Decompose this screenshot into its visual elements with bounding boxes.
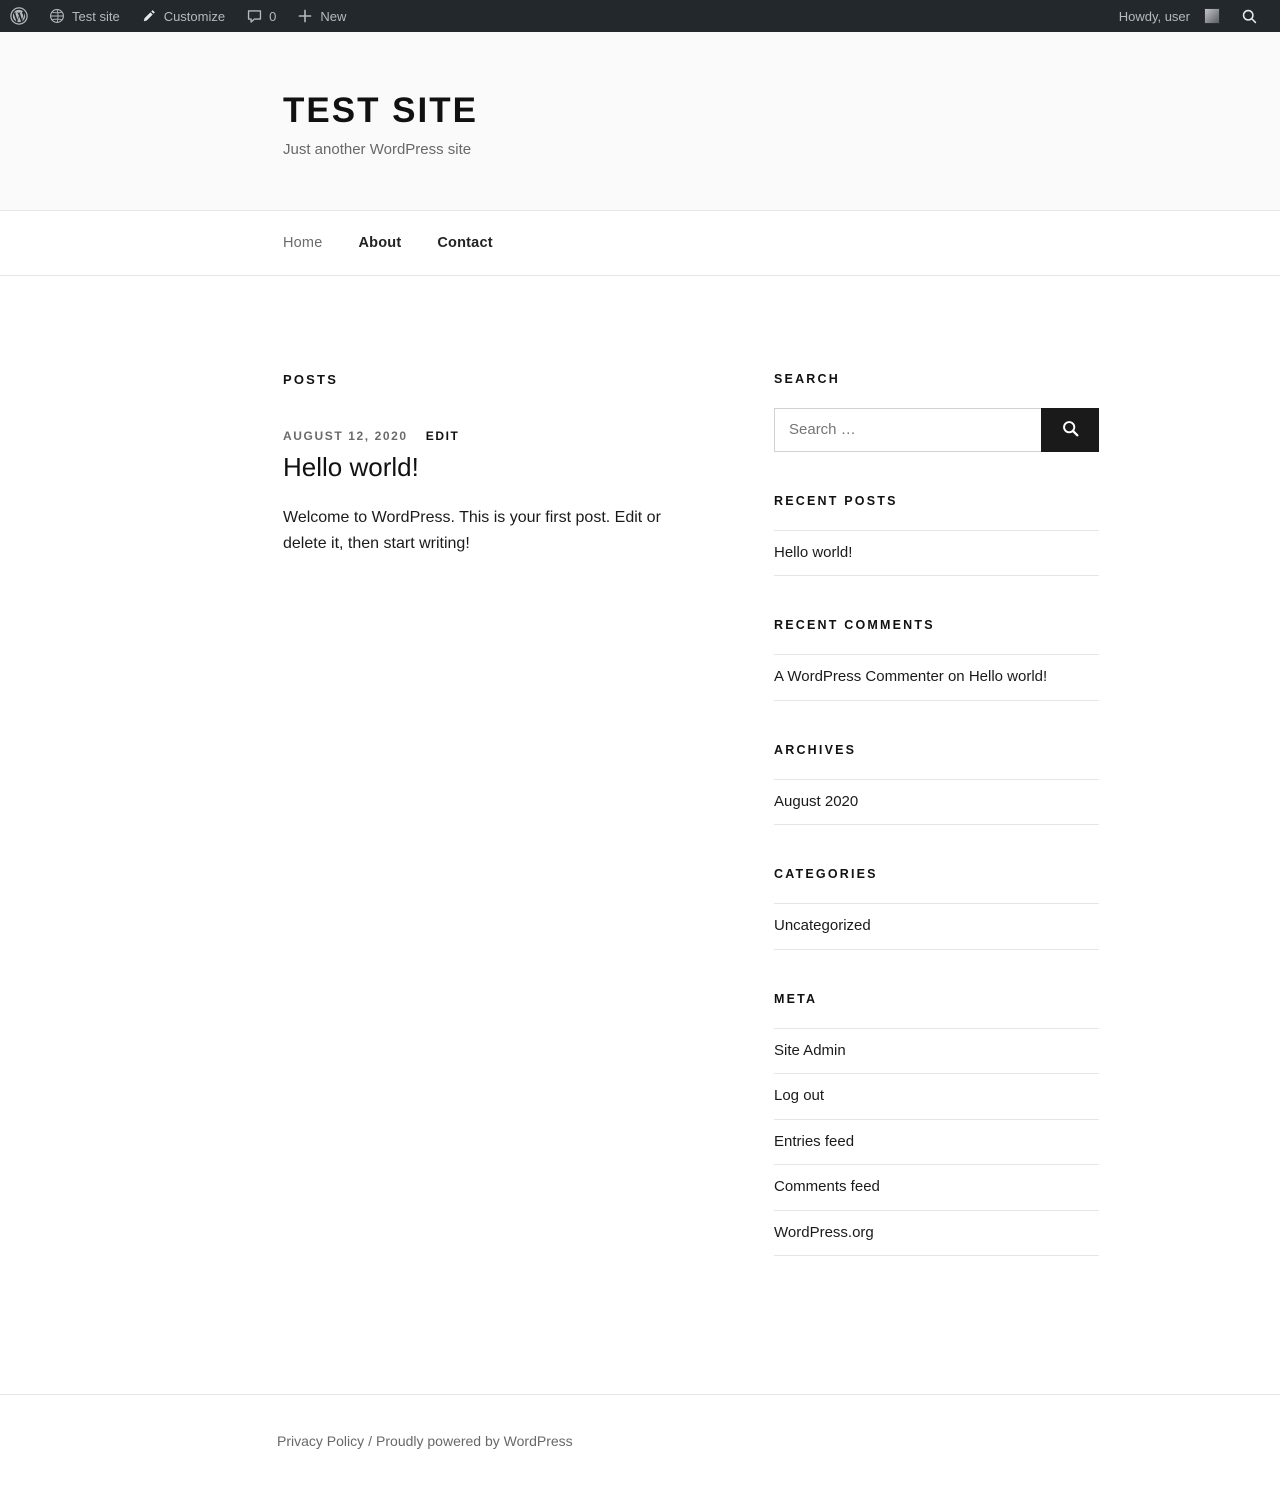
nav-item-about[interactable] xyxy=(340,235,419,251)
archives-list xyxy=(774,779,1099,826)
nav-link-home[interactable]: Home xyxy=(283,234,323,251)
widget-archives xyxy=(774,743,1099,826)
comments-count: 0 xyxy=(269,8,277,24)
comment-separator: on xyxy=(943,668,969,685)
comment-post-link[interactable]: Hello world! xyxy=(968,668,1048,685)
list-item[interactable] xyxy=(774,530,1099,577)
list-item[interactable] xyxy=(774,903,1099,950)
post-date[interactable]: AUGUST 12, 2020 xyxy=(283,428,408,443)
list-item[interactable] xyxy=(774,779,1099,826)
wordpress-credit-link[interactable]: Proudly powered by WordPress xyxy=(376,1433,573,1449)
meta-link-comments-feed[interactable]: Comments feed xyxy=(774,1178,880,1195)
footer-credits xyxy=(277,1433,1185,1449)
category-link[interactable]: Uncategorized xyxy=(774,917,871,934)
new-content-button[interactable] xyxy=(286,0,356,32)
nav-link-contact[interactable]: Contact xyxy=(437,234,493,251)
post-meta xyxy=(283,429,695,443)
search-form xyxy=(774,408,1099,452)
list-item[interactable] xyxy=(774,1028,1099,1075)
post-content xyxy=(283,505,695,558)
widget-title-search: SEARCH xyxy=(774,371,840,386)
nav-item-home[interactable] xyxy=(283,235,340,251)
list-item[interactable] xyxy=(774,1120,1099,1166)
main-content xyxy=(95,372,695,558)
list-item[interactable] xyxy=(774,654,1099,701)
site-header xyxy=(0,32,1280,211)
meta-link-wordpress-org[interactable]: WordPress.org xyxy=(774,1223,874,1241)
site-description: Just another WordPress site xyxy=(283,140,472,158)
plus-icon xyxy=(296,7,314,25)
meta-list xyxy=(774,1028,1099,1257)
recent-post-link[interactable]: Hello world! xyxy=(774,543,853,561)
admin-search-button[interactable] xyxy=(1230,0,1268,32)
post-excerpt: Welcome to WordPress. This is your first post. Edit or delete it, then start writing! xyxy=(283,509,661,553)
widget-title-meta: META xyxy=(774,991,818,1006)
recent-posts-list xyxy=(774,530,1099,577)
meta-link-site-admin[interactable]: Site Admin xyxy=(774,1041,846,1059)
widget-search xyxy=(774,372,1099,452)
search-icon xyxy=(1240,7,1258,25)
admin-bar xyxy=(0,0,1280,32)
new-content-label: New xyxy=(320,8,347,24)
widget-title-categories: CATEGORIES xyxy=(774,867,878,881)
posts-section-title: POSTS xyxy=(283,371,339,387)
my-account-menu[interactable] xyxy=(1109,0,1230,32)
avatar xyxy=(1204,8,1220,24)
admin-bar-left xyxy=(0,0,356,32)
wordpress-logo-icon xyxy=(10,7,28,25)
post-edit-link[interactable]: EDIT xyxy=(425,428,460,443)
admin-bar-right xyxy=(1109,0,1268,32)
privacy-policy-link[interactable]: Privacy Policy xyxy=(277,1433,365,1449)
post-article xyxy=(283,429,695,558)
pencil-icon xyxy=(140,7,158,25)
nav-link-about[interactable]: About xyxy=(358,234,402,251)
comment-author-link[interactable]: A WordPress Commenter xyxy=(774,668,944,685)
widget-recent-comments xyxy=(774,618,1099,701)
categories-list xyxy=(774,903,1099,950)
main-navigation xyxy=(0,211,1280,276)
howdy-label: Howdy, user xyxy=(1118,8,1190,24)
widget-title-archives: ARCHIVES xyxy=(774,742,857,757)
customize-label: Customize xyxy=(163,8,226,24)
search-icon xyxy=(1061,419,1080,441)
widget-categories xyxy=(774,867,1099,950)
nav-item-contact[interactable] xyxy=(419,235,510,251)
customize-button[interactable] xyxy=(130,0,235,32)
archive-link[interactable]: August 2020 xyxy=(774,792,859,810)
widget-title-recent-posts: RECENT POSTS xyxy=(774,493,898,508)
search-submit-button[interactable] xyxy=(1041,408,1099,452)
dashboard-icon xyxy=(48,7,66,25)
content-area xyxy=(95,276,1185,1299)
meta-link-log-out[interactable]: Log out xyxy=(774,1087,825,1104)
footer-separator: / xyxy=(368,1433,373,1449)
wordpress-logo-button[interactable] xyxy=(0,0,38,32)
site-name-label: Test site xyxy=(72,8,120,24)
widget-title-recent-comments: RECENT COMMENTS xyxy=(774,618,935,632)
search-input[interactable] xyxy=(774,408,1041,452)
list-item[interactable] xyxy=(774,1211,1099,1257)
site-footer xyxy=(0,1394,1280,1489)
comments-button[interactable] xyxy=(235,0,286,32)
list-item[interactable] xyxy=(774,1165,1099,1211)
page-title xyxy=(283,92,1185,131)
meta-link-entries-feed[interactable]: Entries feed xyxy=(774,1132,855,1150)
site-title-link[interactable]: TEST SITE xyxy=(283,91,478,130)
comment-bubble-icon xyxy=(245,7,263,25)
site-name-menu[interactable] xyxy=(38,0,130,32)
post-title-link[interactable]: Hello world! xyxy=(283,451,419,482)
widget-meta xyxy=(774,992,1099,1257)
sidebar xyxy=(774,372,1099,1299)
list-item[interactable] xyxy=(774,1074,1099,1120)
post-title xyxy=(283,451,695,484)
recent-comments-list xyxy=(774,654,1099,701)
widget-recent-posts xyxy=(774,494,1099,577)
